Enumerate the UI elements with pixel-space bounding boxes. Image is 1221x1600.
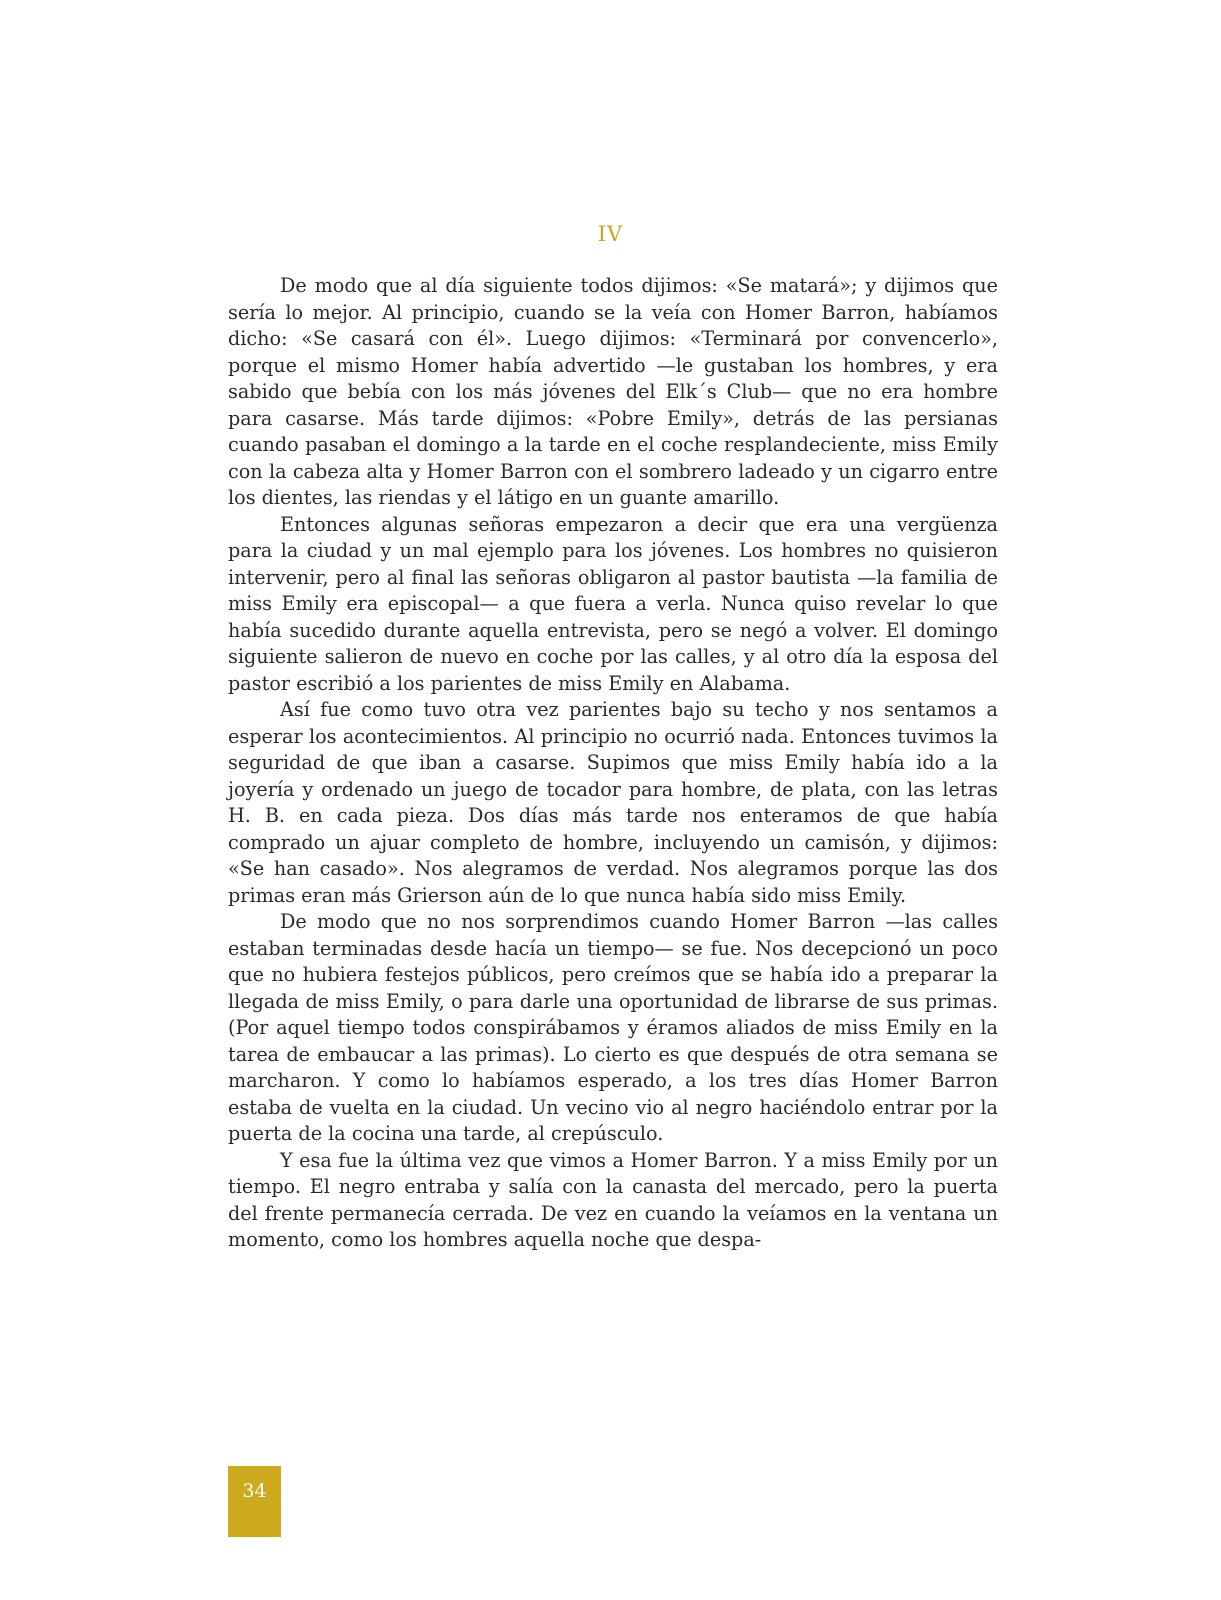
- paragraph: De modo que al día siguiente todos dijimos: «Se matará»; y dijimos que sería lo mejor. Al principio, cuando se la veía con Homer Barron, habíamos dicho: «Se casará con él». Luego dijimos: «Terminará por convencerlo», porque el mismo Homer había advertido —le gustaban los hombres, y era sabido que bebía con los más jóvenes del Elk´s Club— que no era hombre para casarse. Más tarde dijimos: «Pobre Emily», detrás de las persianas cuando pasaban el domingo a la tarde en el coche resplandeciente, miss Emily con la cabeza alta y Homer Barron con el sombrero ladeado y un cigarro entre los dientes, las riendas y el látigo en un guante amarillo.: [228, 274, 998, 509]
- page-number: 34: [242, 1480, 267, 1502]
- paragraph: Entonces algunas señoras empezaron a decir que era una vergüenza para la ciudad y un mal ejemplo para los jóvenes. Los hombres no quisieron intervenir, pero al final las señoras obligaron al pastor bautista —la familia de miss Emily era episcopal— a que fuera a verla. Nunca quiso revelar lo que había sucedido durante aquella entrevista, pero se negó a volver. El domingo siguiente salieron de nuevo en coche por las calles, y al otro día la esposa del pastor escribió a los parientes de miss Emily en Alabama.: [228, 512, 998, 695]
- chapter-heading: IV: [597, 222, 624, 246]
- page-number-badge: [228, 1466, 281, 1537]
- paragraph: De modo que no nos sorprendimos cuando Homer Barron —las calles estaban terminadas desde hacía un tiempo— se fue. Nos decepcionó un poco que no hubiera festejos públicos, pero creímos que se había ido a preparar la llegada de miss Emily, o para darle una oportunidad de librarse de sus primas. (Por aquel tiempo todos conspirábamos y éramos aliados de miss Emily en la tarea de embaucar a las primas). Lo cierto es que después de otra semana se marcharon. Y como lo habíamos esperado, a los tres días Homer Barron estaba de vuelta en la ciudad. Un vecino vio al negro haciéndolo entrar por la puerta de la cocina una tarde, al crepúsculo.: [228, 910, 998, 1145]
- body-text: [228, 273, 998, 1254]
- paragraph: Y esa fue la última vez que vimos a Homer Barron. Y a miss Emily por un tiempo. El negro entraba y salía con la canasta del mercado, pero la puerta del frente permanecía cerrada. De vez en cuando la veíamos en la ventana un momento, como los hombres aquella noche que despa-: [228, 1148, 998, 1251]
- paragraph: Así fue como tuvo otra vez parientes bajo su techo y nos sentamos a esperar los acontecimientos. Al principio no ocurrió nada. Entonces tuvimos la seguridad de que iban a casarse. Supimos que miss Emily había ido a la joyería y ordenado un juego de tocador para hombre, de plata, con las letras H. B. en cada pieza. Dos días más tarde nos enteramos de que había comprado un ajuar completo de hombre, incluyendo un camisón, y dijimos: «Se han casado». Nos alegramos de verdad. Nos alegramos porque las dos primas eran más Grierson aún de lo que nunca había sido miss Emily.: [228, 698, 998, 907]
